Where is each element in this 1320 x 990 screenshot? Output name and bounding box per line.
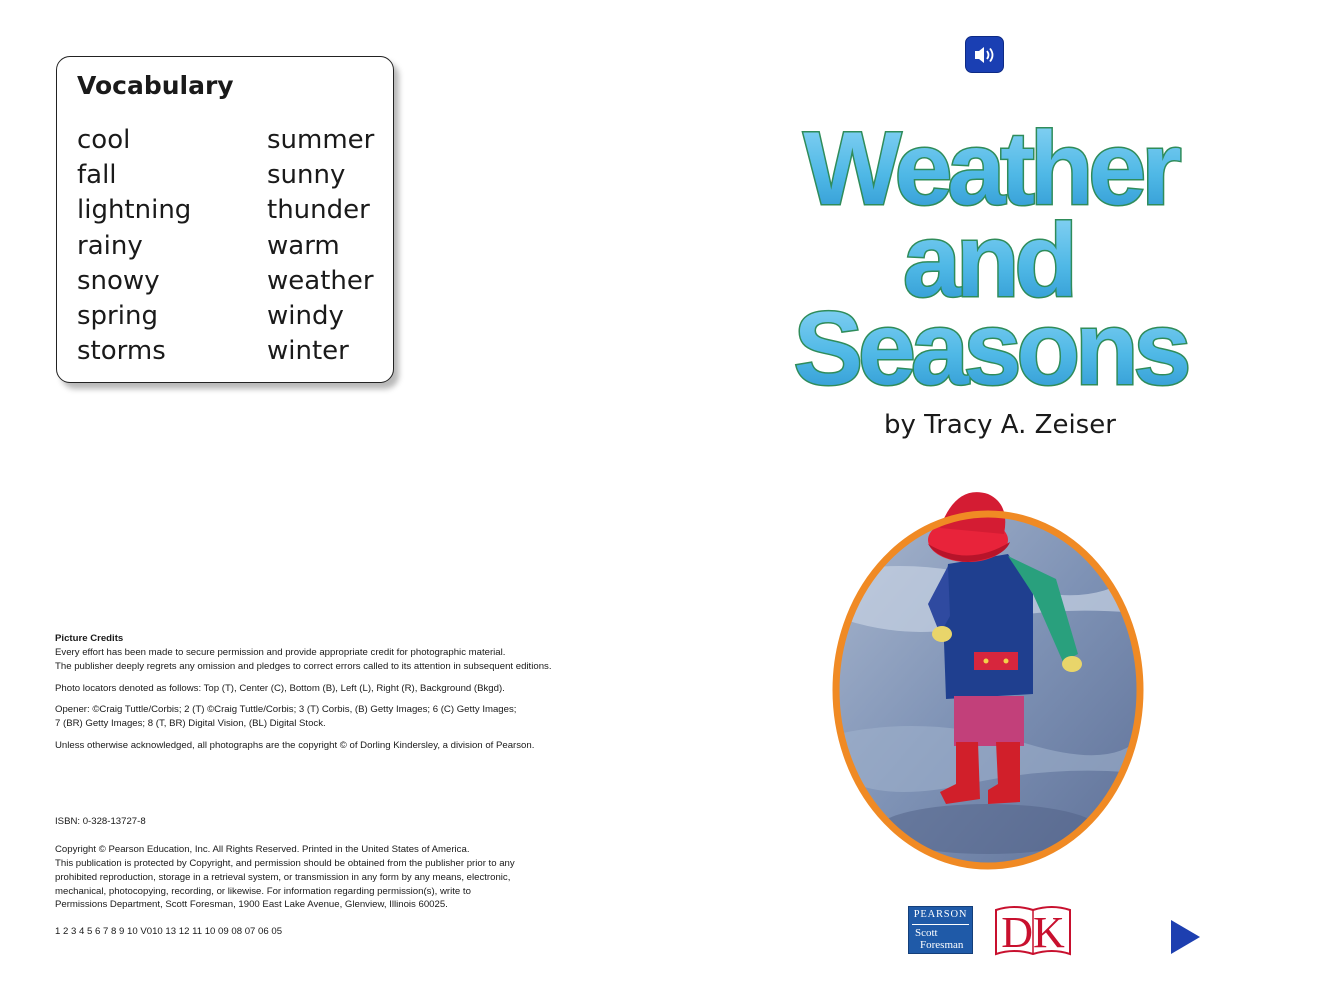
copyright-text: mechanical, photocopying, recording, or likewise. For information regarding permission(s), write to bbox=[55, 886, 471, 897]
copyright-text: prohibited reproduction, storage in a retrieval system, or transmission in any form by any means, electronic, bbox=[55, 872, 511, 883]
title-line-seasons: Seasons bbox=[793, 291, 1187, 400]
picture-credits-heading: Picture Credits bbox=[55, 633, 124, 644]
vocabulary-word: sunny bbox=[267, 160, 346, 191]
vocabulary-list-left bbox=[77, 123, 191, 369]
copyright-text: Permissions Department, Scott Foresman, 1900 East Lake Avenue, Glenview, Illinois 60025. bbox=[55, 899, 448, 910]
vocabulary-word: warm bbox=[267, 230, 340, 261]
vocabulary-word: rainy bbox=[77, 230, 143, 261]
copyright-text: Copyright © Pearson Education, Inc. All Rights Reserved. Printed in the United States of America. bbox=[55, 844, 470, 855]
vocabulary-word: windy bbox=[267, 300, 344, 331]
vocabulary-title: Vocabulary bbox=[77, 71, 234, 100]
vocabulary-word: fall bbox=[77, 160, 117, 191]
isbn: ISBN: 0-328-13727-8 bbox=[55, 816, 146, 827]
vocabulary-word: spring bbox=[77, 300, 158, 331]
author-byline: by Tracy A. Zeiser bbox=[884, 410, 1116, 440]
vocabulary-word: storms bbox=[77, 336, 166, 367]
cover-photo bbox=[828, 484, 1148, 874]
print-line: 1 2 3 4 5 6 7 8 9 10 V010 13 12 11 10 09 08 07 06 05 bbox=[55, 926, 283, 937]
vocabulary-list-right bbox=[267, 123, 374, 369]
pearson-scott-foresman-logo bbox=[908, 906, 973, 954]
pearson-logo-sub: Foresman bbox=[920, 939, 964, 951]
play-triangle-icon bbox=[1168, 918, 1202, 956]
title-line-weather: Weather bbox=[803, 111, 1177, 227]
credits-text: The publisher deeply regrets any omission and pledges to correct errors called to its attention in subsequent editions. bbox=[55, 661, 552, 672]
vocabulary-word: snowy bbox=[77, 265, 160, 296]
vocabulary-word: cool bbox=[77, 125, 131, 155]
vocabulary-word: lightning bbox=[77, 195, 192, 226]
vocabulary-word: winter bbox=[267, 336, 349, 367]
next-page-button[interactable] bbox=[1168, 918, 1202, 956]
speaker-icon bbox=[972, 44, 998, 66]
vocabulary-word: thunder bbox=[267, 195, 370, 226]
book-title bbox=[770, 100, 1220, 400]
dk-logo bbox=[994, 904, 1072, 956]
copyright-notice: Unless otherwise acknowledged, all photographs are the copyright © of Dorling Kindersley, a division of Pearson. bbox=[55, 740, 535, 751]
vocabulary-word: summer bbox=[267, 125, 375, 155]
credits-text: Every effort has been made to secure permission and provide appropriate credit for photographic material. bbox=[55, 647, 506, 658]
photo-locators-text: Photo locators denoted as follows: Top (T), Center (C), Bottom (B), Left (L), Right (R), Background (Bkgd). bbox=[55, 683, 505, 694]
pearson-logo-rule bbox=[912, 924, 969, 925]
pearson-logo-sub: Scott bbox=[915, 927, 938, 939]
dk-logo-text: DK bbox=[1001, 908, 1065, 956]
photo-credits-text: 7 (BR) Getty Images; 8 (T, BR) Digital Vision, (BL) Digital Stock. bbox=[55, 718, 326, 729]
title-line-and: and bbox=[903, 203, 1073, 319]
vocabulary-box bbox=[56, 56, 394, 383]
copyright-text: This publication is protected by Copyright, and permission should be obtained from the publisher prior to any bbox=[55, 858, 515, 869]
vocabulary-word: weather bbox=[267, 265, 374, 296]
audio-button[interactable] bbox=[965, 36, 1004, 73]
photo-credits-text: Opener: ©Craig Tuttle/Corbis; 2 (T) ©Craig Tuttle/Corbis; 3 (T) Corbis, (B) Getty Images; 6 (C) Getty Images; bbox=[55, 704, 517, 715]
pearson-logo-name: PEARSON bbox=[913, 909, 968, 920]
